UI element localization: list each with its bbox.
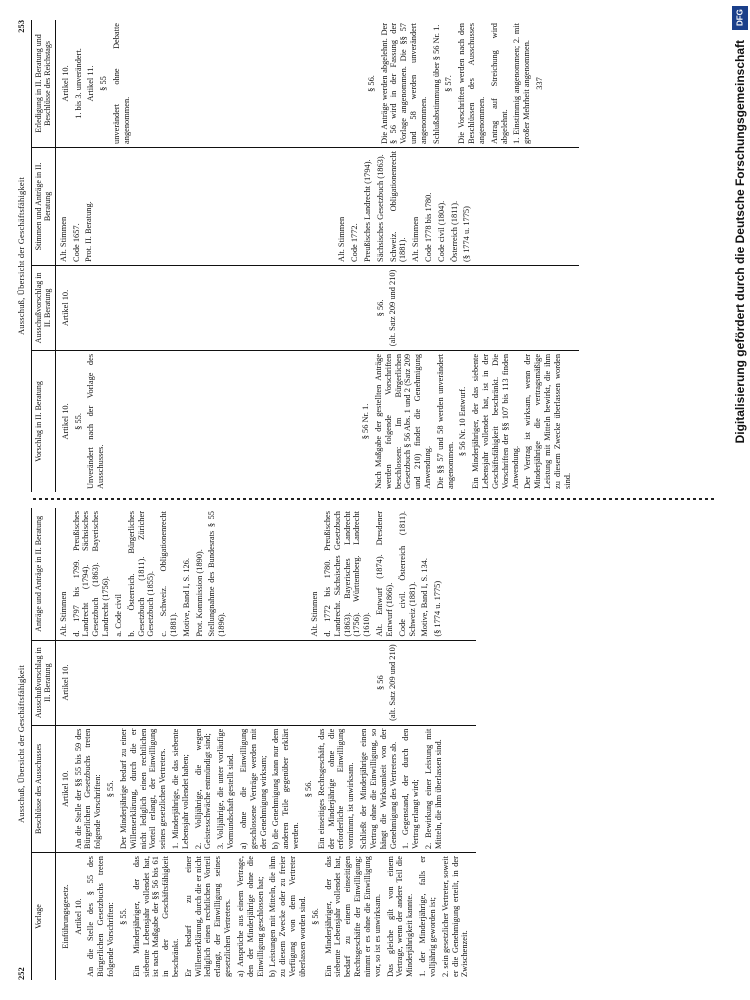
para: b. Österreich. Bürgerliches Gesetzbuch (1811). Züricher Gesetzbuch (1855). xyxy=(126,511,156,637)
para: Artikel 10. xyxy=(60,289,70,327)
para: Alt. Stimmen xyxy=(58,591,68,637)
left-col-head-3: Ausschußvorschlag in II. Beratung xyxy=(32,640,56,725)
para: Die Vorschriften werden nach den Beschlüssen des Ausschusses angenommen. xyxy=(457,23,486,144)
para: 2. sein gesetzlicher Vertreter, soweit er die Genehmigung erteilt, in der Zwischenzeit. xyxy=(440,856,470,977)
para: Österreich (1811). xyxy=(449,200,459,262)
para: § 55. xyxy=(106,780,116,798)
para: b) die Genehmigung kann nur dem anderen Teile gegenüber erklärt werden. xyxy=(271,728,301,850)
left-col-1 xyxy=(55,853,476,980)
left-col-2 xyxy=(55,725,476,852)
para: Code civil (1804). xyxy=(436,200,446,262)
left-col-3 xyxy=(55,640,476,725)
para: Unverändert nach der Vorlage des Ausschusses. xyxy=(86,353,106,489)
para: Der Vertrag ist wirksam, wenn der Minderjährige die vertragsmäßige Leistung mit Mitteln bewirkt, die ihm zu diesem Zwecke überlassen worden sind. xyxy=(523,353,572,489)
para: Ein Minderjähriger, der das siebente Lebensjahr vollendet hat, bedarf zu einem einseitigen Rechtsgeschäfte der Einwilligung; nimmt er es ohne die Einwilligung vor, so ist es unwirksam. xyxy=(323,856,382,977)
para: § 57. xyxy=(444,75,454,92)
para: Artikel 10. xyxy=(60,403,70,440)
para: An die Stelle der §§ 55 bis 59 des Bürgerlichen Gesetzbuchs treten folgende Vorschriften: xyxy=(73,728,103,850)
para: (§ 1774 u. 1775) xyxy=(462,206,472,262)
para: Stellungnahme des Bundesrats § 55 (1896). xyxy=(207,511,227,637)
para: 3. Volljährige, die unter vorläufige Vormundschaft gestellt sind. xyxy=(216,728,236,850)
dfg-banner-text: Digitalisierung gefördert durch die Deutsche Forschungsgemeinschaft xyxy=(733,40,747,444)
para: (§ 1774 u. 1775) xyxy=(433,580,443,637)
right-col-head-3: Stimmen und Anträge in II. Beratung xyxy=(32,147,56,265)
para: Code civil. Österreich (1811). Schweiz (1881). xyxy=(397,511,417,637)
para: Antrag auf Streichung wird abgelehnt. xyxy=(489,23,509,144)
para: Artikel 10. xyxy=(73,898,83,935)
para: 1. der Minderjährige, falls er volljährig geworden ist; xyxy=(418,856,437,977)
right-col-3 xyxy=(55,147,578,265)
para: 337 xyxy=(535,77,545,90)
para: Artikel 10. xyxy=(60,65,70,102)
right-col-2 xyxy=(55,265,578,350)
para: Motive, Band I, S. 126. xyxy=(181,558,191,637)
para: a) ohne die Einwilligung geschlossene Verträge werden mit der Genehmigung wirksam; xyxy=(238,728,268,850)
para: unverändert ohne Debatte angenommen. xyxy=(112,23,131,144)
para: § 55. xyxy=(118,908,128,925)
para: Schlußabstimmung über § 56 Nr. 1. xyxy=(431,24,441,144)
left-page xyxy=(15,508,715,980)
para: Das gleiche gilt von einem Vertrage, wenn der andere Teil die Minderjährigkeit kannte. xyxy=(385,856,415,977)
para: Ein Minderjähriger, der das siebente Lebensjahr vollendet hat, ist nach Maßgabe der §§ 56 bis 61 in der Geschäftsfähigkeit beschränkt. xyxy=(131,856,180,977)
para: § 56 Nr. 1. xyxy=(361,403,371,440)
para: Schweiz. Obligationenrecht (1881). xyxy=(388,150,408,262)
right-page-header xyxy=(15,20,29,492)
para: Sächsisches Gesetzbuch (1863). xyxy=(375,154,385,262)
right-col-head-4: Erledigung in II. Beratung und Beschlüsse des Reichstags xyxy=(32,20,56,147)
dfg-banner xyxy=(730,0,750,1000)
para: Ein einseitiges Rechtsgeschäft, das der Minderjährige ohne die erforderliche Einwilligung vornimmt, ist unwirksam. xyxy=(316,728,356,850)
para: Prot. II. Beratung. xyxy=(84,201,94,262)
para: 1. bis 3. unverändert. xyxy=(73,48,83,119)
para: § 56 xyxy=(375,675,385,690)
para: Artikel 11. xyxy=(86,65,96,102)
para: 2. Bewirkung einer Leistung mit Mitteln, die ihm überlassen sind. xyxy=(424,728,443,850)
para: An die Stelle des § 55 des Bürgerlichen Gesetzbuchs treten folgende Vorschriften: xyxy=(86,856,116,977)
para: 1. Minderjährige, die das siebente Lebensjahr vollendet haben; xyxy=(171,728,190,850)
para: Einführungsgesetz. xyxy=(60,884,70,949)
dfg-logo-icon: DFG xyxy=(732,6,748,30)
left-col-head-1: Vorlage xyxy=(32,853,56,980)
right-col-4 xyxy=(55,20,578,147)
para: c. Schweiz. Obligationenrecht (1881). xyxy=(159,511,178,637)
para: b) Leistungen mit Mitteln, die ihm zu diesem Zwecke oder zu freier Verfügung von dem Vertreter überlassen worden sind. xyxy=(268,856,307,977)
para: Alt. Stimmen xyxy=(337,216,347,262)
right-col-1 xyxy=(55,350,578,492)
para: (alt. Satz 209 und 210) xyxy=(388,644,398,721)
para: a. Code civil xyxy=(113,594,123,637)
para: Prot. Kommission (1890). xyxy=(194,549,204,637)
right-running-head: Ausschuß, Übersicht der Geschäftsfähigkeit xyxy=(16,176,26,336)
para: Er bedarf zu einer Willenserklärung, durch die er nicht lediglich einen rechtlichen Vorteil erlangt, der Einwilligung seines gesetzlichen Vertreters. xyxy=(183,856,233,977)
right-column-table xyxy=(31,20,579,492)
para: Alt. Stimmen xyxy=(411,216,421,262)
right-col-head-1: Vorschlag in II. Beratung xyxy=(32,350,56,492)
para: Nach Maßgabe der gestellten Anträge werden folgende Vorschriften beschlossen: Im Bürgerlichen Gesetzbuch § 56 Abs. 1 und 2 (Satz 209 und 210) findet die Genehmigung Anwendung. xyxy=(373,353,432,489)
para: Artikel 10. xyxy=(60,770,70,807)
para: § 56. xyxy=(375,299,385,317)
para: Motive, Band I, S. 134. xyxy=(420,558,430,637)
left-running-head: Ausschuß, Übersicht der Geschäftsfähigkeit xyxy=(16,664,26,824)
para: 1. Gegenstand, der durch den Vertrag erlangt wird; xyxy=(401,728,421,850)
para: Die Anträge werden abgelehnt. Der § 56 wird in der Fassung der Vorlage angenommen. Die §§ 57 und 58 werden unverändert angenommen. xyxy=(379,23,428,144)
para: 2. Volljährige, die wegen Geistesschwäche entmündigt sind; xyxy=(193,728,213,850)
para: Code 1772. xyxy=(350,223,360,262)
left-column-table xyxy=(31,508,476,980)
para: Code 1778 bis 1780. xyxy=(424,192,433,262)
right-page-number: 253 xyxy=(16,20,26,33)
para: Preußisches Landrecht (1794). xyxy=(362,159,372,262)
left-col-head-4: Anträge und Anträge in II. Beratung xyxy=(32,508,56,640)
left-col-4 xyxy=(55,508,476,640)
left-page-header xyxy=(15,508,29,980)
para: Schließt der Minderjährige einen Vertrag ohne die Einwilligung, so hängt die Wirksamkeit von der Genehmigung des Vertreters ab. xyxy=(359,728,398,850)
para: a) Ansprüche aus einem Vertrage, den der Minderjährige ohne die Einwilligung geschlossen hat; xyxy=(235,856,265,977)
page-fold-divider xyxy=(33,498,715,500)
scanned-spread xyxy=(15,20,715,980)
para: Artikel 10. xyxy=(60,664,70,701)
left-page-number: 252 xyxy=(16,967,26,980)
para: § 56. xyxy=(366,75,376,92)
para: Alt. Stimmen xyxy=(310,591,320,637)
para: § 56 Nr. 10 Entwurf. xyxy=(458,386,468,457)
para: (alt. Satz 209 und 210) xyxy=(388,269,398,347)
para: Der Minderjährige bedarf zu einer Willenserklärung, durch die er nicht lediglich einen rechtlichen Vorteil erlangt, der Einwilligung seines gesetzlichen Vertreters. xyxy=(118,728,168,850)
para: 1. Einstimmig angenommen; 2. mit großer Mehrheit angenommen. xyxy=(512,23,532,144)
para: d. 1772 bis 1780. Preußisches Landrecht. Sächsisches Gesetzbuch (1863). Bayerisches Landrecht (1756). Württemberg. Landrecht (1610). xyxy=(322,511,372,637)
para: § 55 xyxy=(99,76,109,91)
right-page xyxy=(15,20,715,492)
para: d. 1797 bis 1799. Preußisches Landrecht (1794). Sächsisches Gesetzbuch (1863). Bayerisches Landrecht (1756). xyxy=(71,511,111,637)
para: Alt. Stimmen xyxy=(58,216,68,262)
para: § 56. xyxy=(310,908,320,925)
para: § 55. xyxy=(73,413,83,430)
para: Alt. Entwurf (1874). Dresdener Entwurf (1866). xyxy=(375,511,394,637)
para: Code 1657. xyxy=(71,223,81,262)
right-col-head-2: Ausschußvorschlag in II. Beratung xyxy=(32,265,56,350)
para: Die §§ 57 und 58 werden unverändert angenommen. xyxy=(435,353,455,489)
para: Ein Minderjähriger, der das siebente Lebensjahr vollendet hat, ist in der Geschäftsfähigkeit beschränkt. Die Vorschriften der §§ 107 bis 113 finden Anwendung. xyxy=(471,353,520,489)
para: § 56. xyxy=(303,780,313,798)
left-col-head-2: Beschlüsse des Ausschusses xyxy=(32,725,56,852)
